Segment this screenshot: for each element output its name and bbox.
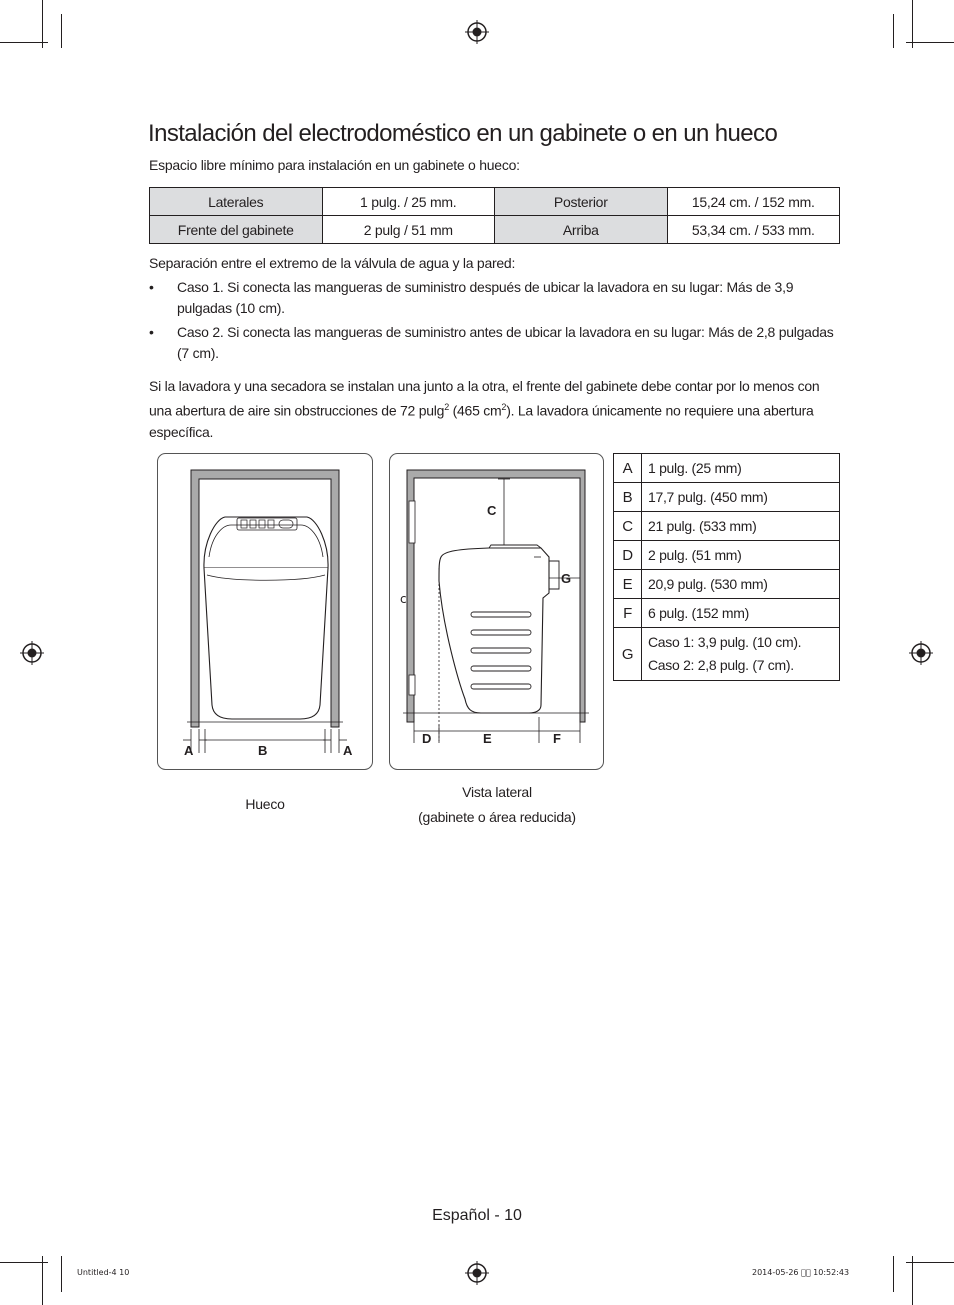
front-view-diagram <box>157 453 373 771</box>
table-row <box>614 541 840 570</box>
page-footer: Español - 10 <box>432 1207 522 1224</box>
table-row <box>614 512 840 541</box>
list-item <box>149 277 839 319</box>
dimension-label-e: E <box>483 731 492 746</box>
clearance-table <box>149 187 840 244</box>
list-item <box>149 322 839 364</box>
table-row <box>150 216 840 244</box>
legend-key: D <box>614 541 642 570</box>
legend-key: E <box>614 570 642 599</box>
print-slug-left: Untitled-4 10 <box>77 1268 130 1277</box>
front-view-caption: Hueco <box>245 796 285 812</box>
legend-value: 17,7 pulg. (450 mm) <box>642 483 840 512</box>
legend-key: C <box>614 512 642 541</box>
print-slug-right: 2014-05-26 ￿￿ 10:52:43 <box>752 1268 850 1277</box>
legend-key: A <box>614 454 642 483</box>
bullet-icon: • <box>149 324 154 340</box>
registration-mark-icon <box>465 20 489 44</box>
table-cell: 2 pulg / 51 mm <box>322 216 495 244</box>
dimension-label-b: B <box>258 743 268 758</box>
legend-key: G <box>614 628 642 681</box>
side-view-caption-sub: (gabinete o área reducida) <box>418 809 576 825</box>
legend-value: 2 pulg. (51 mm) <box>642 541 840 570</box>
registration-mark-icon <box>465 1261 489 1285</box>
ventilation-paragraph <box>149 376 839 443</box>
dimension-label-d: D <box>422 731 432 746</box>
table-cell: 1 pulg. / 25 mm. <box>322 188 495 216</box>
list-item-text: Caso 2. Si conecta las mangueras de suministro antes de ubicar la lavadora en su lugar: Más de 2,8 pulgadas (7 cm). <box>177 324 834 361</box>
registration-mark-icon <box>20 641 44 665</box>
ventilation-text: Si la lavadora y una secadora se instalan una junto a la otra, el frente del gabinete debe contar por lo menos con una abertura de aire sin obstrucciones de 72 pulg <box>149 378 820 419</box>
legend-value: 20,9 pulg. (530 mm) <box>642 570 840 599</box>
table-cell: Posterior <box>495 188 668 216</box>
superscript: 2 <box>501 402 507 412</box>
table-cell: Laterales <box>150 188 323 216</box>
bullet-icon: • <box>149 279 154 295</box>
bullet-list <box>149 277 839 367</box>
legend-key: F <box>614 599 642 628</box>
legend-value: 6 pulg. (152 mm) <box>642 599 840 628</box>
legend-value: 1 pulg. (25 mm) <box>642 454 840 483</box>
clearance-intro: Espacio libre mínimo para instalación en un gabinete o hueco: <box>149 157 520 173</box>
superscript: 2 <box>444 402 449 412</box>
legend-value <box>642 628 840 681</box>
table-row <box>614 454 840 483</box>
table-row <box>614 599 840 628</box>
registration-mark-icon <box>909 641 933 665</box>
legend-value-line: Caso 2: 2,8 pulg. (7 cm). <box>648 657 794 673</box>
page-title: Instalación del electrodoméstico en un gabinete o en un hueco <box>148 120 778 147</box>
table-row <box>150 188 840 216</box>
legend-value: 21 pulg. (533 mm) <box>642 512 840 541</box>
list-item-text: Caso 1. Si conecta las mangueras de suministro después de ubicar la lavadora en su lugar: Más de 3,9 pulgadas (10 cm). <box>177 279 794 316</box>
valve-intro: Separación entre el extremo de la válvula de agua y la pared: <box>149 255 516 271</box>
ventilation-text: (465 cm <box>448 402 502 419</box>
dimension-label-g: G <box>561 571 572 586</box>
dimension-legend-table <box>613 453 840 681</box>
table-row <box>614 628 840 681</box>
dimension-label-c: C <box>487 503 497 518</box>
table-row <box>614 483 840 512</box>
table-cell: Arriba <box>495 216 668 244</box>
svg-text:c: c <box>400 592 407 606</box>
dimension-label-a: A <box>184 743 194 758</box>
table-cell: Frente del gabinete <box>150 216 323 244</box>
side-view-diagram <box>389 453 605 771</box>
ventilation-text: ). La lavadora únicamente no requiere una abertura específica. <box>149 402 814 440</box>
dimension-label-a: A <box>343 743 353 758</box>
table-cell: 15,24 cm. / 152 mm. <box>667 188 840 216</box>
table-row <box>614 570 840 599</box>
table-cell: 53,34 cm. / 533 mm. <box>667 216 840 244</box>
legend-value-line: Caso 1: 3,9 pulg. (10 cm). <box>648 634 802 650</box>
dimension-label-f: F <box>553 731 561 746</box>
legend-key: B <box>614 483 642 512</box>
side-view-caption: Vista lateral <box>462 784 532 800</box>
